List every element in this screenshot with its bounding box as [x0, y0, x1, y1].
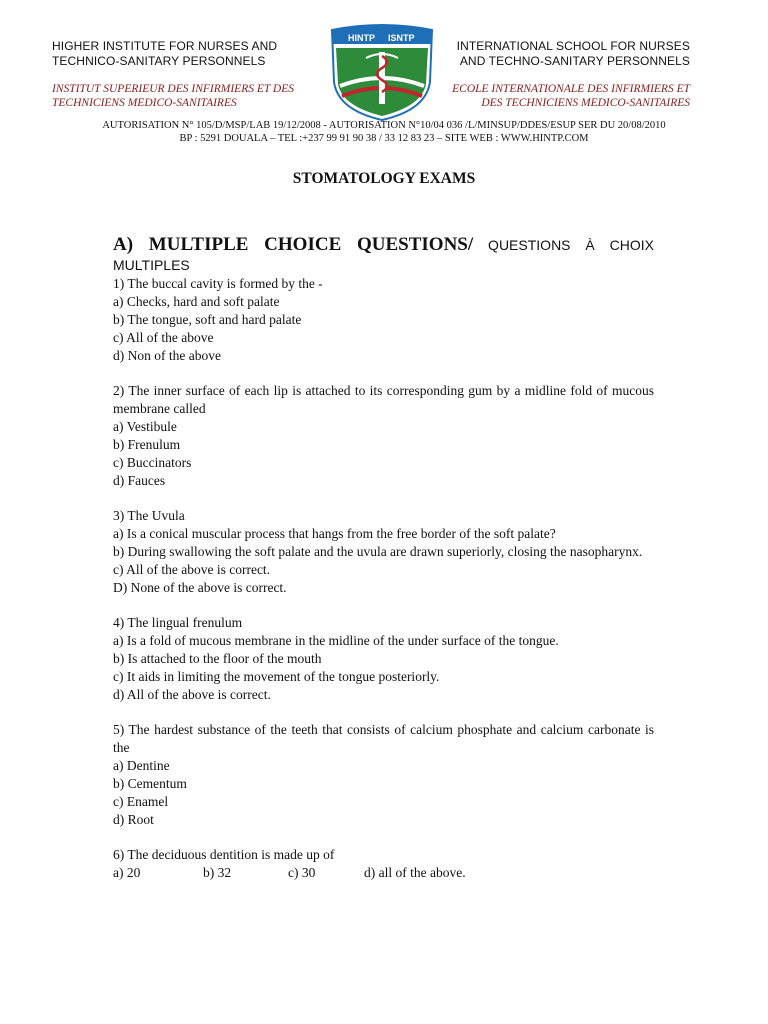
answer-option: c) 30 [288, 865, 316, 880]
header-right-french [430, 82, 690, 110]
answer-option: c) All of the above is correct. [113, 562, 271, 577]
answer-option: b) Is attached to the floor of the mouth [113, 651, 322, 666]
answer-option: b) 32 [203, 865, 232, 880]
answer-option: b) Frenulum [113, 437, 181, 452]
header-left-en-line-2: TECHNICO-SANITARY PERSONNELS [52, 54, 266, 68]
section-heading-fr: QUESTIONS À CHOIX [473, 237, 654, 253]
answer-option: b) The tongue, soft and hard palate [113, 312, 302, 327]
logo-left-text: HINTP [348, 33, 375, 43]
logo-right-text: ISNTP [388, 33, 415, 43]
question-6 [113, 846, 654, 882]
answer-option: d) All of the above is correct. [113, 687, 271, 702]
question-stem: 5) The hardest substance of the teeth that consists of calcium phosphate and calcium carbonate is the [113, 722, 654, 755]
answer-option: d) Fauces [113, 473, 166, 488]
question-list [113, 275, 654, 899]
question-4 [113, 614, 654, 704]
answer-option: c) Enamel [113, 794, 169, 809]
header-left-fr-line-1: INSTITUT SUPERIEUR DES INFIRMIERS ET DES [52, 83, 295, 95]
answer-option: c) It aids in limiting the movement of the tongue posteriorly. [113, 669, 440, 684]
header-right-en-line-2: AND TECHNO-SANITARY PERSONNELS [459, 54, 690, 68]
header-left-fr-line-2: TECHNICIENS MEDICO-SANITAIRES [52, 97, 237, 109]
header-left-en-line-1: HIGHER INSTITUTE FOR NURSES AND [52, 39, 278, 53]
question-stem: 3) The Uvula [113, 508, 185, 523]
question-3 [113, 507, 654, 597]
answer-option: a) 20 [113, 865, 141, 880]
question-stem: 4) The lingual frenulum [113, 615, 243, 630]
section-heading-fr-continued: MULTIPLES [113, 257, 190, 273]
section-heading [113, 234, 654, 256]
answer-option: d) all of the above. [364, 865, 466, 880]
question-5 [113, 721, 654, 829]
question-stem: 2) The inner surface of each lip is attached to its corresponding gum by a midline fold of mucous membrane called [113, 383, 654, 416]
answer-option: D) None of the above is correct. [113, 580, 287, 595]
answer-option: b) Cementum [113, 776, 187, 791]
answer-option: a) Vestibule [113, 419, 177, 434]
header-right-fr-line-2: DES TECHNICIENS MEDICO-SANITAIRES [481, 97, 690, 109]
header-right-en-line-1: INTERNATIONAL SCHOOL FOR NURSES [456, 39, 690, 53]
answer-option: b) During swallowing the soft palate and the uvula are drawn superiorly, closing the nasopharynx. [113, 544, 643, 559]
answer-option: a) Is a fold of mucous membrane in the midline of the under surface of the tongue. [113, 633, 559, 648]
question-1 [113, 275, 654, 365]
authorization-line: AUTORISATION N° 105/D/MSP/LAB 19/12/2008 - AUTORISATION N°10/04 036 /L/MINSUP/DDES/ESUP SER DU 20/08/2010 [102, 120, 666, 131]
question-2 [113, 382, 654, 490]
answer-option: a) Checks, hard and soft palate [113, 294, 280, 309]
question-stem: 6) The deciduous dentition is made up of [113, 847, 335, 862]
contact-line: BP : 5291 DOUALA – TEL :+237 99 91 90 38 / 33 12 83 23 – SITE WEB : WWW.HINTP.COM [179, 133, 589, 144]
answer-option: d) Root [113, 812, 154, 827]
question-stem: 1) The buccal cavity is formed by the - [113, 276, 323, 291]
institute-logo [326, 22, 438, 122]
header-left-french [52, 82, 294, 110]
header-right-english [430, 39, 690, 69]
answer-option: d) Non of the above [113, 348, 221, 363]
document-title: STOMATOLOGY EXAMS [292, 170, 476, 187]
answer-option: a) Is a conical muscular process that hangs from the free border of the soft palate? [113, 526, 556, 541]
section-heading-en: A) MULTIPLE CHOICE QUESTIONS/ [113, 234, 474, 255]
header-right-fr-line-1: ECOLE INTERNATIONALE DES INFIRMIERS ET [452, 83, 690, 95]
header-left-english [52, 39, 277, 69]
inline-answer-options [113, 864, 654, 882]
answer-option: a) Dentine [113, 758, 170, 773]
answer-option: c) Buccinators [113, 455, 192, 470]
answer-option: c) All of the above [113, 330, 214, 345]
